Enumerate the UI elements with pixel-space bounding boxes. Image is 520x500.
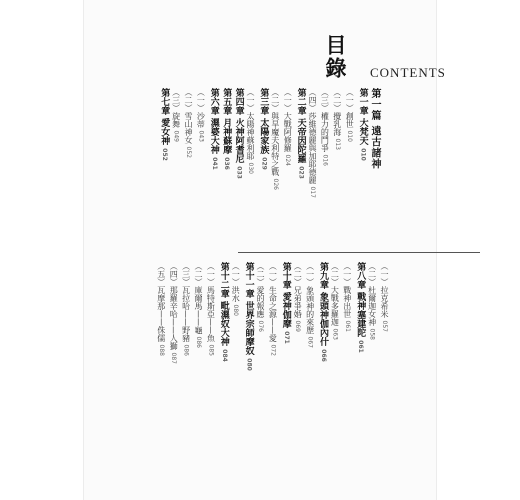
- toc-title-english: CONTENTS: [370, 65, 446, 80]
- toc-entry-title: （二）大戰多羅迦: [330, 262, 340, 326]
- toc-chapter-entry: [318, 262, 328, 362]
- toc-entry-title: （二）愛的報應: [256, 262, 265, 318]
- toc-page-number: 033: [235, 166, 243, 179]
- toc-entry-title: （一）拉克希米: [380, 262, 389, 318]
- toc-page-number: 066: [320, 349, 327, 362]
- toc-entry-title: （二）攪乳海: [332, 88, 342, 136]
- toc-page-number: 069: [294, 320, 302, 332]
- toc-subentry: [283, 88, 292, 166]
- toc-page-number: 080: [245, 358, 253, 371]
- toc-entry-title: （四）莎維德麗與加耶德麗: [308, 88, 317, 184]
- toc-page-number: 026: [271, 178, 279, 190]
- toc-entry-title: 第一章 大梵天: [357, 88, 368, 146]
- toc-subentry: [196, 88, 205, 142]
- toc-entry-title: 第五章 月神蘇摩: [221, 88, 232, 155]
- toc-entry-title: （五）瓦摩那——侏儒: [156, 262, 166, 342]
- toc-chapter-entry: [159, 88, 169, 161]
- toc-title: 目錄: [323, 34, 348, 80]
- toc-chapter-entry: [358, 88, 368, 161]
- toc-chapter-entry: [296, 88, 306, 179]
- toc-page-number: 087: [170, 352, 178, 364]
- toc-page: [84, 0, 446, 500]
- toc-subentry: [308, 88, 317, 198]
- toc-subentry: [246, 88, 255, 174]
- toc-entry-title: （二）兄弟爭婚: [293, 262, 303, 318]
- toc-entry-title: 第十章 愛神伽摩: [280, 262, 291, 329]
- toc-entry-title: （一）象頭神的來歷: [305, 262, 315, 334]
- toc-page-number: 052: [185, 146, 192, 158]
- toc-subentry: [293, 262, 302, 332]
- toc-subentry: [306, 262, 315, 348]
- toc-page-number: 049: [172, 130, 180, 142]
- toc-subentry: [182, 262, 191, 356]
- toc-subentry: [172, 88, 181, 142]
- toc-page-number: 080: [232, 304, 240, 316]
- toc-page-number: 057: [381, 320, 388, 332]
- toc-page-number: 041: [210, 157, 218, 170]
- toc-subentry: [268, 262, 277, 356]
- toc-entry-title: （一）創世: [345, 88, 355, 128]
- toc-part-heading: [370, 88, 379, 169]
- toc-entry-title: 第十一章 世界宗師摩奴: [243, 262, 254, 356]
- toc-page-number: 052: [161, 148, 169, 161]
- toc-page-number: 023: [297, 166, 305, 179]
- toc-page-number: 010: [359, 148, 367, 161]
- toc-chapter-entry: [281, 262, 291, 344]
- toc-page-number: 067: [306, 336, 314, 348]
- toc-entry-title: 第十二章 毗濕奴大神: [218, 262, 229, 347]
- toc-chapter-entry: [355, 262, 365, 353]
- toc-entry-title: 第一篇 遠古諸神: [369, 88, 380, 170]
- toc-page-number: 016: [321, 154, 329, 166]
- toc-page-number: 058: [368, 328, 376, 340]
- toc-subentry: [184, 88, 193, 158]
- toc-entry-title: （一）馬特斯亞——魚: [206, 262, 216, 342]
- toc-subentry: [343, 262, 352, 332]
- toc-subentry: [194, 262, 203, 348]
- toc-page-number: 024: [284, 154, 292, 166]
- toc-entry-title: 第六章 濕婆大神: [208, 88, 219, 155]
- toc-subentry: [333, 88, 342, 150]
- toc-subentry: [330, 262, 339, 340]
- toc-subentry: [256, 262, 265, 332]
- toc-entry-title: （一）生命之源——愛: [268, 262, 278, 342]
- toc-subentry: [157, 262, 166, 356]
- toc-page-number: 029: [260, 157, 268, 170]
- toc-page-number: 086: [195, 336, 202, 348]
- toc-entry-title: （二）與旱魔夫利特之戰: [270, 88, 280, 176]
- toc-page-number: 061: [343, 320, 351, 332]
- toc-chapter-entry: [258, 88, 268, 170]
- toc-entry-title: （一）大戰阿修羅: [283, 88, 293, 152]
- toc-page-number: 085: [207, 344, 215, 356]
- toc-page-number: 071: [282, 331, 290, 344]
- toc-entry-title: （二）雪山神女: [184, 88, 193, 144]
- toc-subentry: [368, 262, 377, 340]
- toc-chapter-entry: [219, 262, 229, 362]
- toc-entry-title: （三）瓦拉哈——野豬: [181, 262, 191, 342]
- toc-subentry: [206, 262, 215, 356]
- toc-entry-title: （二）杜爾迦女神: [367, 262, 377, 326]
- toc-page-number: 084: [220, 349, 228, 362]
- toc-chapter-entry: [244, 262, 254, 371]
- toc-chapter-entry: [209, 88, 219, 170]
- toc-page-number: 061: [357, 340, 365, 353]
- toc-entry-title: （二）庫爾馬——龜: [194, 262, 203, 334]
- toc-subentry: [320, 88, 329, 166]
- toc-entry-title: （一）太陽神蘇利耶: [246, 88, 255, 160]
- section-divider: [238, 252, 480, 253]
- toc-page-number: 072: [269, 344, 277, 356]
- toc-entry-title: （四）那羅辛哈——人獅: [169, 262, 179, 350]
- toc-entry-title: 第七章 愛女神: [159, 88, 170, 146]
- toc-entry-title: （三）權力的鬥爭: [320, 88, 330, 152]
- toc-subentry: [380, 262, 389, 332]
- toc-entry-title: 第二章 天帝因陀羅: [295, 88, 306, 164]
- toc-page-number: 088: [157, 344, 165, 356]
- toc-subentry: [169, 262, 178, 364]
- toc-page-number: 043: [197, 130, 205, 142]
- toc-chapter-entry: [221, 88, 231, 170]
- toc-page-number: 063: [331, 328, 339, 340]
- toc-page-number: 017: [309, 186, 316, 198]
- toc-page-number: 036: [223, 157, 231, 170]
- toc-page-number: 010: [346, 130, 354, 142]
- toc-chapter-entry: [234, 88, 244, 179]
- toc-entry-title: （一）沙蒂: [196, 88, 206, 128]
- toc-entry-title: 第九章 象頭神伽內什: [318, 262, 328, 347]
- toc-entry-title: （一）洪水: [231, 262, 241, 302]
- toc-page-number: 030: [247, 162, 254, 174]
- toc-page-number: 086: [182, 344, 190, 356]
- toc-page-number: 013: [333, 138, 341, 150]
- toc-entry-title: 第三章 太陽家族: [258, 88, 269, 155]
- toc-entry-title: （一）戰神出世: [342, 262, 352, 318]
- toc-subentry: [231, 262, 240, 316]
- toc-entry-title: （三）旋舞: [171, 88, 181, 128]
- toc-subentry: [271, 88, 280, 190]
- toc-page-number: 076: [257, 320, 264, 332]
- toc-subentry: [345, 88, 354, 142]
- toc-entry-title: 第四章 火神阿耆尼: [233, 88, 244, 164]
- toc-entry-title: 第八章 戰神塞建陀: [355, 262, 366, 338]
